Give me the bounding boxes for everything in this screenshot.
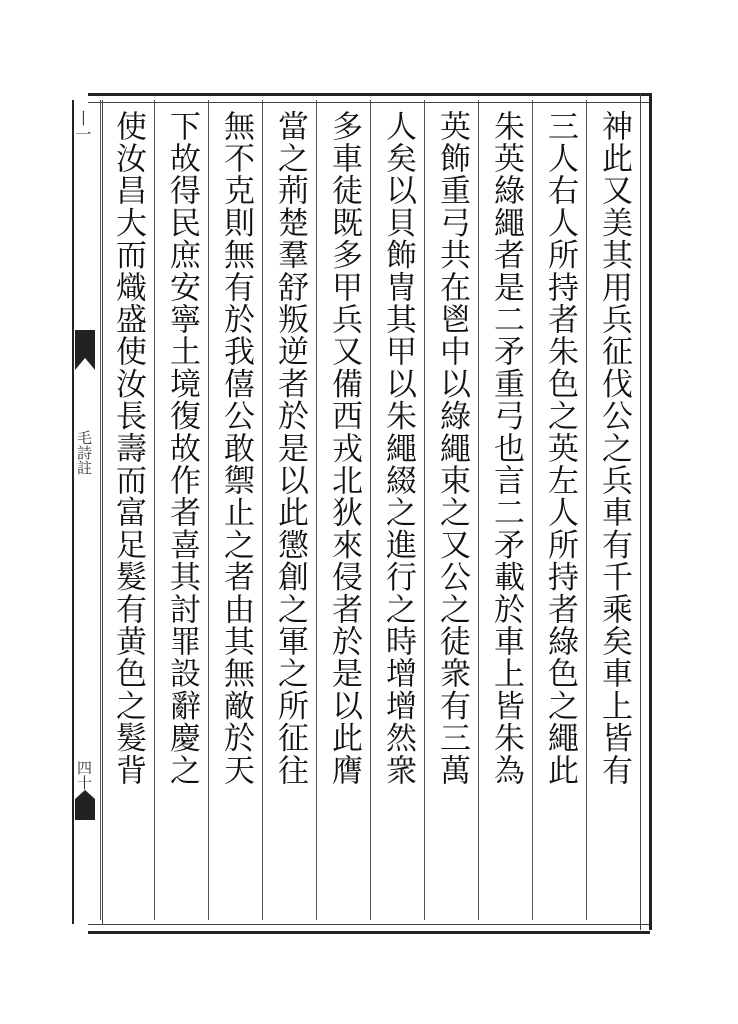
text-column: [154, 100, 209, 920]
text-column: [316, 100, 371, 920]
text-column: [424, 100, 479, 920]
text-area: [100, 100, 640, 920]
column-text: 多車徒既多甲兵又備西戎北狄來侵者於是以此膺: [326, 110, 362, 787]
column-text: 下故得民庶安寧土境復故作者喜其討罪設辭慶之: [164, 110, 200, 787]
text-column: [532, 100, 587, 920]
column-text: 人矣以貝飾冑其甲以朱繩綴之進行之時增增然衆: [380, 110, 416, 787]
column-text: 使汝昌大而熾盛使汝長壽而富足髮有黄色之髮背: [110, 110, 146, 787]
text-column: [262, 100, 317, 920]
gutter-page-number: 四十: [75, 760, 93, 790]
text-column: [100, 100, 155, 920]
column-text: 無不克則無有於我僖公敢禦止之者由其無敵於天: [218, 110, 254, 787]
text-column: [478, 100, 533, 920]
column-text: 三人右人所持者朱色之英左人所持者綠色之繩此: [542, 110, 578, 787]
page-border-right: [640, 93, 652, 930]
text-column: [370, 100, 425, 920]
text-column: [208, 100, 263, 920]
column-text: 英飾重弓共在鬯中以綠繩束之又公之徒衆有三萬: [434, 110, 470, 787]
page-border-bottom: [88, 924, 650, 934]
gutter-top-mark: 丨一: [73, 110, 92, 142]
column-text: 朱英綠繩者是二矛重弓也言二矛載於車上皆朱為: [488, 110, 524, 787]
column-text: 當之荊楚羣舒叛逆者於是以此懲創之軍之所征往: [272, 110, 308, 787]
gutter-title: 毛詩註: [75, 430, 93, 475]
text-column: [586, 100, 641, 920]
column-text: 神此又美其用兵征伐公之兵車有千乘矣車上皆有: [596, 110, 632, 787]
